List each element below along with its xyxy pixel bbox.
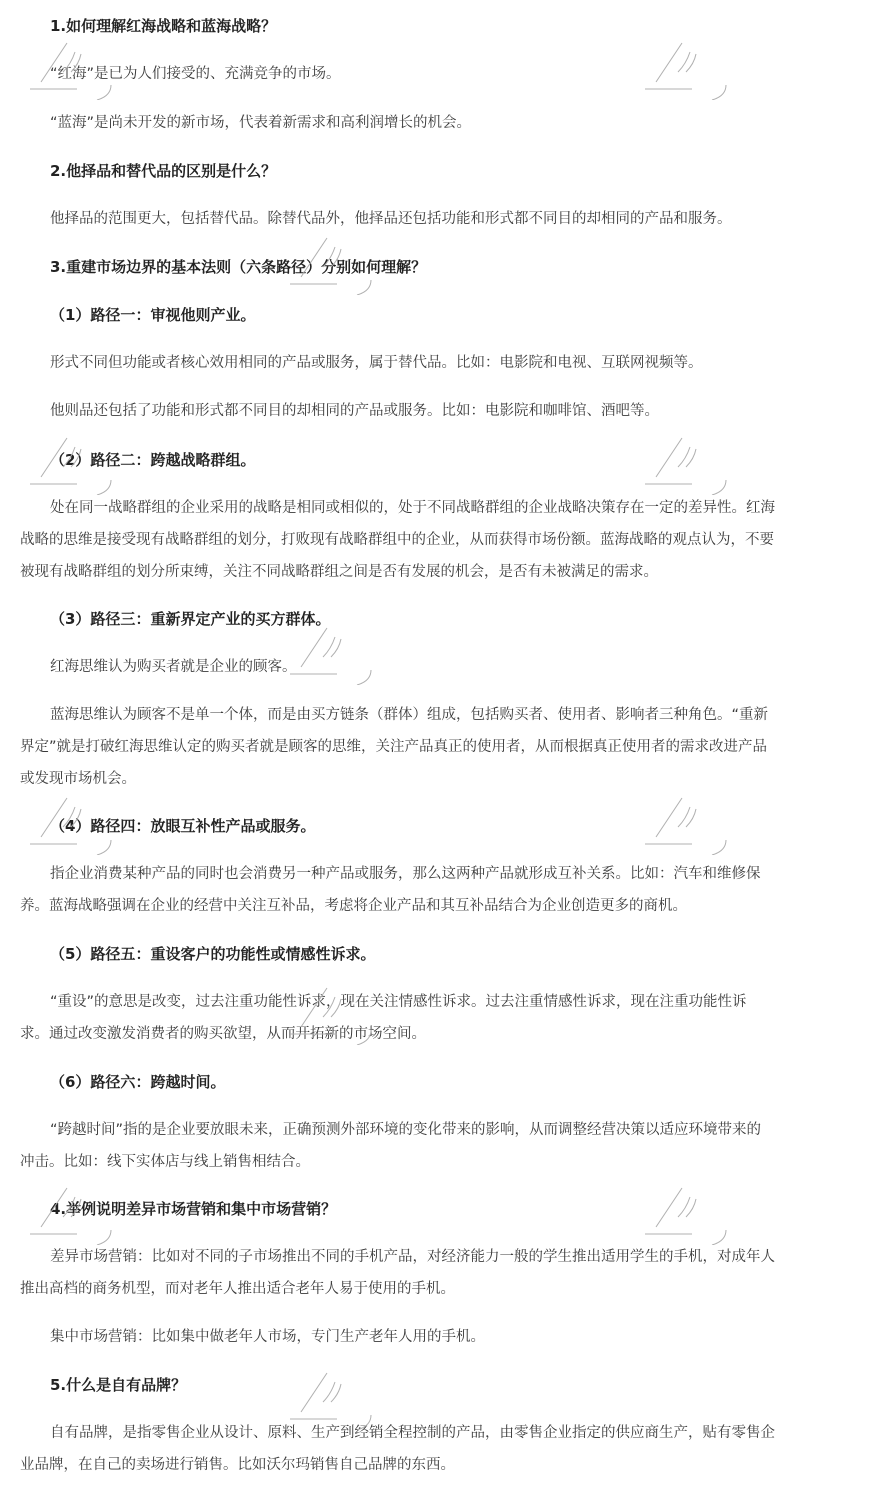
section-heading: （4）路径四：放眼互补性产品或服务。	[50, 817, 316, 835]
paragraph-line: “蓝海”是尚未开发的新市场，代表着新需求和高利润增长的机会。	[50, 115, 472, 131]
section-heading: 1.如何理解红海战略和蓝海战略？	[50, 17, 277, 35]
paragraph-line: “跨越时间”指的是企业要放眼未来，正确预测外部环境的变化带来的影响，从而调整经营决策以适应环境带来的	[50, 1122, 762, 1138]
section-heading: （6）路径六：跨越时间。	[50, 1073, 226, 1091]
paragraph-line: 或发现市场机会。	[20, 771, 136, 787]
section-heading: 3.重建市场边界的基本法则（六条路径）分别如何理解？	[50, 258, 427, 276]
paragraph-line: 被现有战略群组的划分所束缚，关注不同战略群组之间是否有发展的机会，是否有未被满足的需求。	[20, 564, 658, 580]
section-heading: 2.他择品和替代品的区别是什么？	[50, 162, 277, 180]
section-heading: 4.举例说明差异市场营销和集中市场营销？	[50, 1200, 337, 1218]
paragraph-line: 他则品还包括了功能和形式都不同目的却相同的产品或服务。比如：电影院和咖啡馆、酒吧等。	[50, 403, 659, 419]
section-heading: （5）路径五：重设客户的功能性或情感性诉求。	[50, 945, 376, 963]
section-heading: （2）路径二：跨越战略群组。	[50, 451, 256, 469]
paragraph-line: 界定”就是打破红海思维认定的购买者就是顾客的思维，关注产品真正的使用者，从而根据真正使用者的需求改进产品	[20, 739, 768, 755]
paragraph-line: 冲击。比如：线下实体店与线上销售相结合。	[20, 1154, 310, 1170]
paragraph-line: 差异市场营销：比如对不同的子市场推出不同的手机产品，对经济能力一般的学生推出适用学生的手机，对成年人	[50, 1249, 775, 1265]
paragraph-line: 养。蓝海战略强调在企业的经营中关注互补品，考虑将企业产品和其互补品结合为企业创造更多的商机。	[20, 898, 687, 914]
paragraph-line: 业品牌，在自己的卖场进行销售。比如沃尔玛销售自己品牌的东西。	[20, 1457, 455, 1473]
paragraph-line: 推出高档的商务机型，而对老年人推出适合老年人易于使用的手机。	[20, 1281, 455, 1297]
paragraph-line: 战略的思维是接受现有战略群组的划分，打败现有战略群组中的企业，从而获得市场份额。蓝海战略的观点认为，不要	[20, 532, 774, 548]
paragraph-line: 集中市场营销：比如集中做老年人市场，专门生产老年人用的手机。	[50, 1329, 485, 1345]
section-heading: （1）路径一：审视他则产业。	[50, 306, 256, 324]
paragraph-line: 指企业消费某种产品的同时也会消费另一种产品或服务，那么这两种产品就形成互补关系。比如：汽车和维修保	[50, 866, 761, 882]
paragraph-line: 处在同一战略群组的企业采用的战略是相同或相似的，处于不同战略群组的企业战略决策存在一定的差异性。红海	[50, 500, 775, 516]
section-heading: 5.什么是自有品牌？	[50, 1376, 187, 1394]
paragraph-line: 蓝海思维认为顾客不是单一个体，而是由买方链条（群体）组成，包括购买者、使用者、影响者三种角色。“重新	[50, 707, 769, 723]
paragraph-line: 红海思维认为购买者就是企业的顾客。	[50, 659, 297, 675]
paragraph-line: 求。通过改变激发消费者的购买欲望，从而开拓新的市场空间。	[20, 1026, 426, 1042]
paragraph-line: “红海”是已为人们接受的、充满竞争的市场。	[50, 66, 341, 82]
paragraph-line: 他择品的范围更大，包括替代品。除替代品外，他择品还包括功能和形式都不同目的却相同的产品和服务。	[50, 211, 732, 227]
paragraph-line: 形式不同但功能或者核心效用相同的产品或服务，属于替代品。比如：电影院和电视、互联网视频等。	[50, 355, 703, 371]
paragraph-line: “重设”的意思是改变，过去注重功能性诉求，现在关注情感性诉求。过去注重情感性诉求，现在注重功能性诉	[50, 994, 747, 1010]
section-heading: （3）路径三：重新界定产业的买方群体。	[50, 610, 331, 628]
paragraph-line: 自有品牌，是指零售企业从设计、原料、生产到经销全程控制的产品，由零售企业指定的供应商生产，贴有零售企	[50, 1425, 775, 1441]
